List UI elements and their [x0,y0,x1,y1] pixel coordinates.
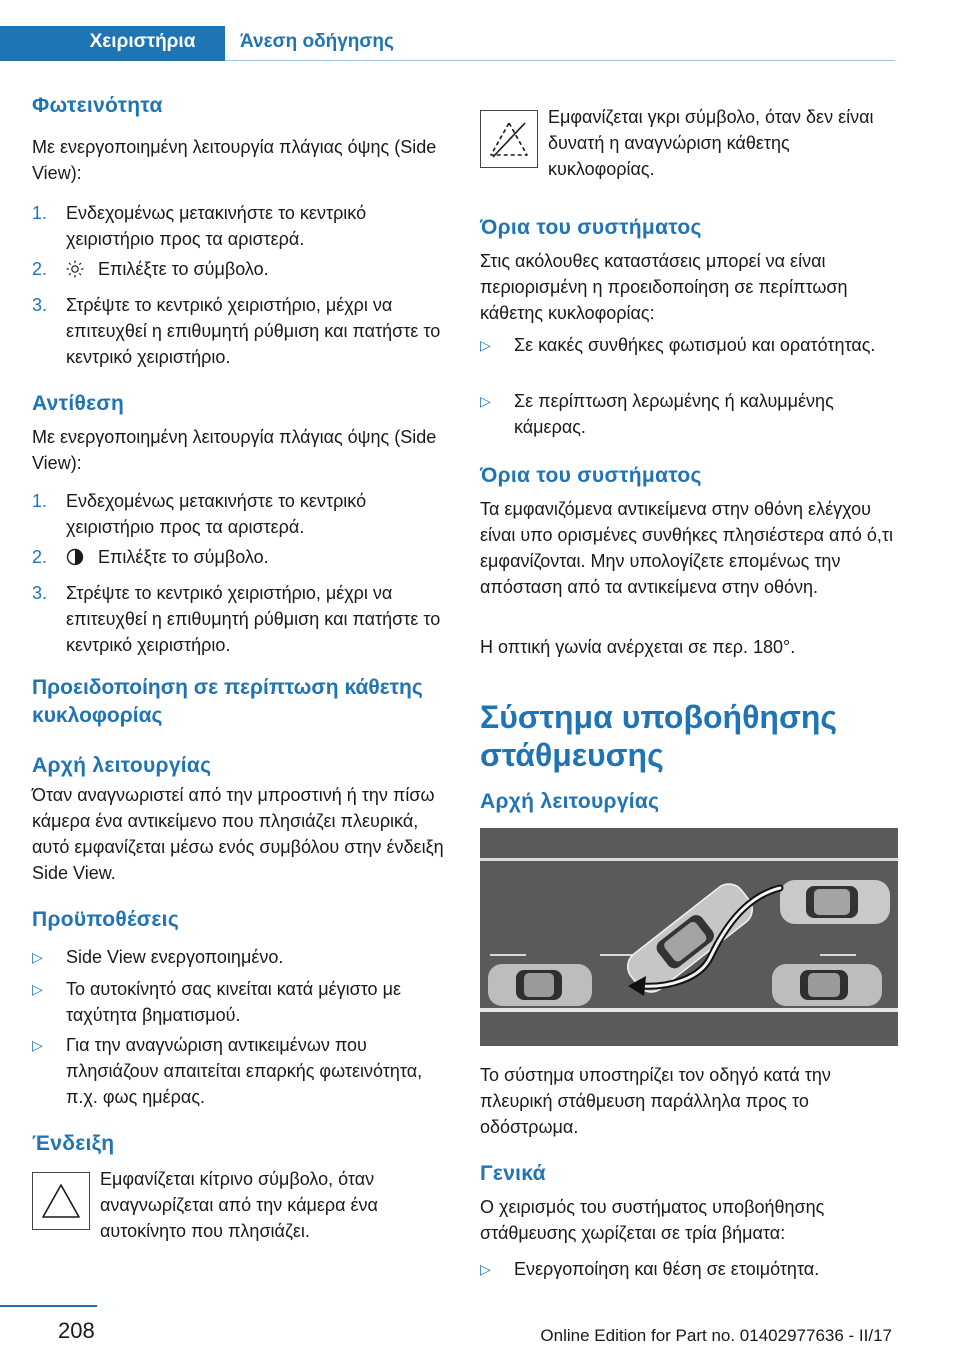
step-number: 3. [32,583,48,603]
brightness-step-2 [66,256,450,285]
contrast-step-1: Ενδεχομένως μετακινήστε το κεντρικό χειριστήριο προς τα αριστερά. [66,491,367,537]
brightness-step-1: Ενδεχομένως μετακινήστε το κεντρικό χειριστήριο προς τα αριστερά. [66,203,367,249]
step-number: 1. [32,203,48,223]
limits-1-item: Σε περίπτωση λερωμένης ή καλυμμένης κάμερας. [514,391,834,437]
warning-triangle-icon [32,1172,90,1230]
step-number: 2. [32,547,48,567]
triangle-right-icon: ▷ [32,1037,43,1053]
parking-caption: Το σύστημα υποστηρίζει τον οδηγό κατά την πλευρική στάθμευση παράλληλα προς το οδόστρωμα. [480,1065,831,1137]
triangle-right-icon: ▷ [480,337,491,353]
triangle-right-icon: ▷ [480,393,491,409]
crossed-out-warning-icon [480,110,538,168]
contrast-step-3: Στρέψτε το κεντρικό χειριστήριο, μέχρι να επιτευχθεί η επιθυμητή ρύθμιση και πατήστε το κεντρικό χειριστήριο. [66,583,441,655]
contrast-icon [66,547,84,573]
prerequisite-item: Για την αναγνώριση αντικειμένων που πλησιάζουν απαιτείται επαρκής φωτεινότητα, π.χ. φως ημέρας. [66,1035,423,1107]
brightness-step-3: Στρέψτε το κεντρικό χειριστήριο, μέχρι να επιτευχθεί η επιθυμητή ρύθμιση και πατήστε το κεντρικό χειριστήριο. [66,295,441,367]
display-gray-symbol-text: Εμφανίζεται γκρι σύμβολο, όταν δεν είναι δυνατή η αναγνώριση κάθετης κυκλοφορίας. [548,107,874,179]
subsection-title-parking-principle: Αρχή λειτουργίας [480,790,660,813]
cross-traffic-principle-text: Όταν αναγνωριστεί από την μπροστινή ή την πίσω κάμερα ένα αντικείμενο που πλησιάζει πλευρικά, αυτό εμφανίζεται μέσω ενός συμβόλου στην ένδειξη Side View. [32,785,444,883]
general-item: Ενεργοποίηση και θέση σε ετοιμότητα. [514,1259,820,1279]
section-title-limits-1: Όρια του συστήματος [480,216,702,239]
limits-1-item: Σε κακές συνθήκες φωτισμού και ορατότητας. [514,335,876,355]
subsection-title-general: Γενικά [480,1162,546,1185]
section-title-parking-assistant: Σύστημα υποβοήθησης στάθμευσης [480,699,838,773]
subsection-title-prerequisites: Προϋποθέσεις [32,908,180,931]
step-number: 2. [32,259,48,279]
display-yellow-symbol-text: Εμφανίζεται κίτρινο σύμβολο, όταν αναγνωρίζεται από την κάμερα ένα αυτοκίνητο που πλησιάζει. [100,1169,378,1241]
prerequisite-item: Side View ενεργοποιημένο. [66,947,284,967]
step-number: 3. [32,295,48,315]
brightness-intro: Με ενεργοποιημένη λειτουργία πλάγιας όψης (Side View): [32,137,437,183]
section-title-limits-2: Όρια του συστήματος [480,464,702,487]
contrast-step-2 [66,544,450,573]
contrast-step-2-label: Επιλέξτε το σύμβολο. [98,547,269,567]
limits-2-text: Τα εμφανιζόμενα αντικείμενα στην οθόνη ελέγχου είναι υπο ορισμένες συνθήκες πλησιέστερα από ό,τι εμφανίζονται. Μην υπολογίζετε επομένως την απόσταση από τα αντικείμενα στην οθόνη. [480,499,893,597]
limits-1-intro: Στις ακόλουθες καταστάσεις μπορεί να είναι περιορισμένη η προειδοποίηση σε περίπτωση κάθετης κυκλοφορίας: [480,251,848,323]
step-number: 1. [32,491,48,511]
page-header [0,0,960,66]
subsection-title-display: Ένδειξη [32,1132,115,1155]
edition-note: Online Edition for Part no. 01402977636 - II/17 [540,1326,892,1345]
parking-illustration [480,828,898,1046]
sun-icon [66,259,84,285]
prerequisite-item: Το αυτοκίνητό σας κινείται κατά μέγιστο με ταχύτητα βηματισμού. [66,979,401,1025]
header-tab-controls[interactable]: Χειριστήρια [89,31,196,52]
header-rule [225,60,895,61]
triangle-right-icon: ▷ [32,949,43,965]
footer-rule [0,1305,97,1307]
page-number: 208 [58,1318,95,1343]
limits-2-angle: Η οπτική γωνία ανέρχεται σε περ. 180°. [480,637,796,657]
header-tab-driving-comfort[interactable]: Άνεση οδήγησης [240,31,394,52]
section-title-contrast: Αντίθεση [32,392,125,415]
general-text: Ο χειρισμός του συστήματος υποβοήθησης στάθμευσης χωρίζεται σε τρία βήματα: [480,1197,825,1243]
section-title-brightness: Φωτεινότητα [32,94,163,117]
triangle-right-icon: ▷ [32,981,43,997]
section-title-cross-traffic: Προειδοποίηση σε περίπτωση κάθετης κυκλοφορίας [32,676,423,727]
contrast-intro: Με ενεργοποιημένη λειτουργία πλάγιας όψης (Side View): [32,427,437,473]
triangle-right-icon: ▷ [480,1261,491,1277]
subsection-title-principle: Αρχή λειτουργίας [32,754,212,777]
brightness-step-2-label: Επιλέξτε το σύμβολο. [98,259,269,279]
